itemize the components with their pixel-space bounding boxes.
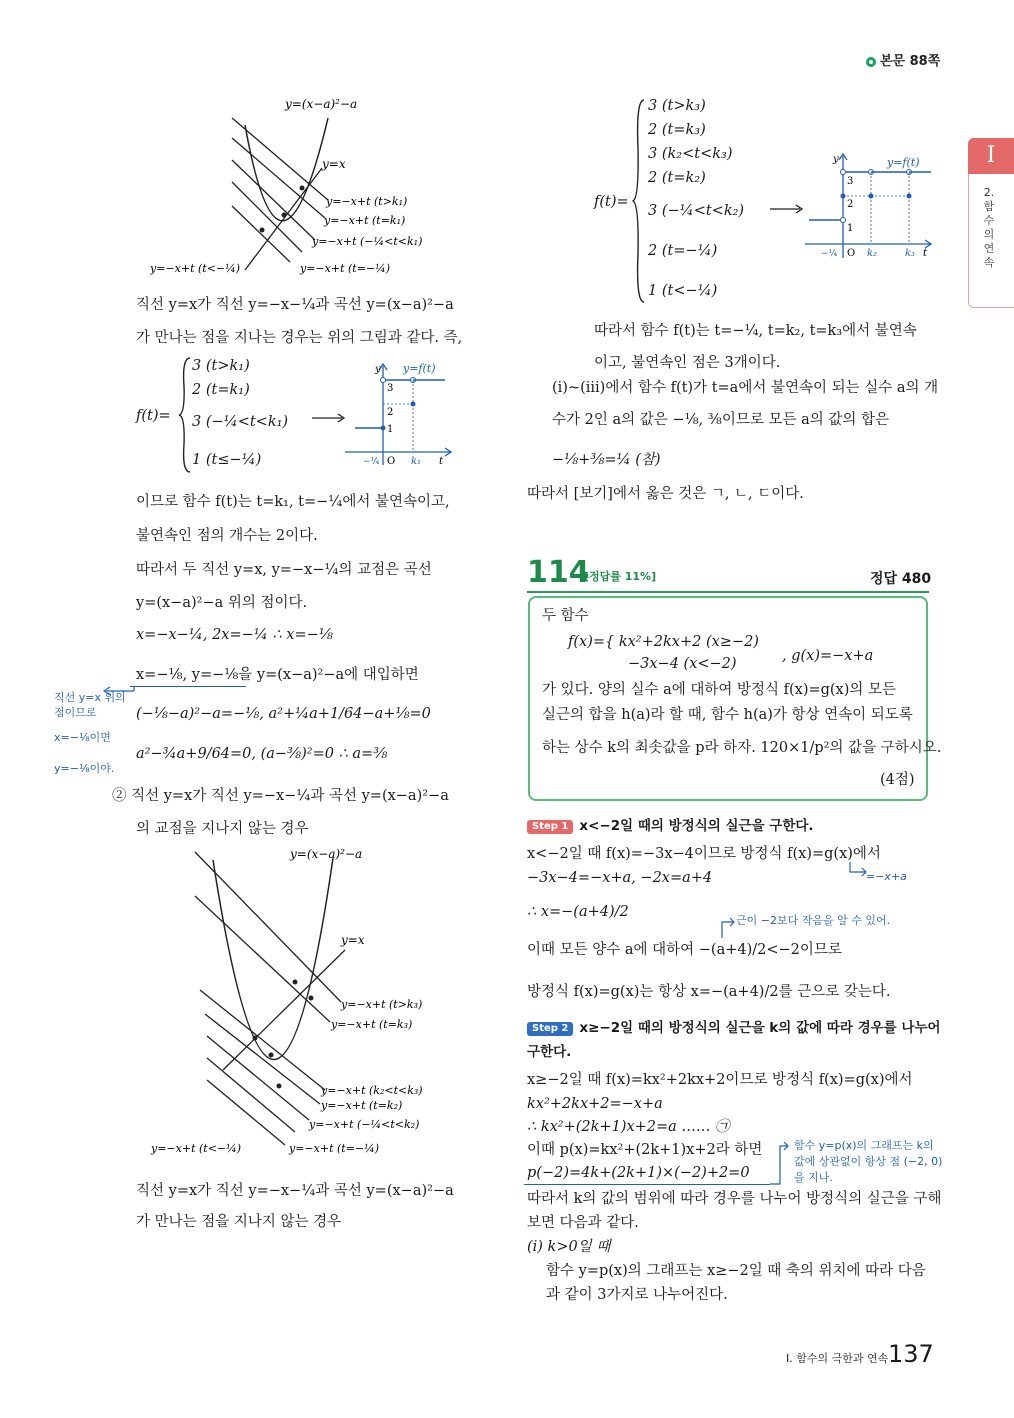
- arrow-bend-icon: [720, 916, 736, 938]
- graph2-k2: k₂: [867, 248, 878, 259]
- problem-text: 가 있다. 양의 실수 a에 대하여 방정식 f(x)=g(x)의 모든: [542, 682, 897, 698]
- chapter-roman: I: [968, 138, 1014, 174]
- right-text: 따라서 함수 f(t)는 t=−¼, t=k₂, t=k₃에서 불연속: [594, 323, 917, 339]
- left-text: ② 직선 y=x가 직선 y=−x−¼과 곡선 y=(x−a)²−a: [112, 788, 449, 804]
- right-text: 수가 2인 a의 값은 −⅛, ⅜이므로 모든 a의 값의 합은: [552, 412, 889, 428]
- graph1-v1: 1: [387, 424, 394, 435]
- left-text: 이므로 함수 f(t)는 t=k₁, t=−¼에서 불연속이고,: [136, 494, 450, 510]
- arrow-bend-icon: [848, 862, 868, 878]
- page-reference: 본문 88쪽: [866, 50, 940, 69]
- fig1-point: [282, 213, 287, 218]
- step2-text: 보면 다음과 같다.: [527, 1215, 639, 1231]
- right-text: 따라서 [보기]에서 옳은 것은 ㄱ, ㄴ, ㄷ이다.: [527, 486, 804, 502]
- graph1-k1: k₁: [411, 456, 422, 467]
- step2-text: 함수 y=p(x)의 그래프는 x≥−2일 때 축의 위치에 따라 다음: [546, 1263, 926, 1279]
- step1-text: 방정식 f(x)=g(x)는 항상 x=−(a+4)/2를 근으로 갖는다.: [527, 984, 891, 1000]
- underline: [130, 686, 246, 687]
- page-number: 137: [888, 1340, 934, 1368]
- step1-note: 근이 −2보다 작음을 알 수 있어.: [736, 914, 891, 927]
- left-text: 직선 y=x가 직선 y=−x−¼과 곡선 y=(x−a)²−a: [136, 1183, 454, 1199]
- margin-note: 점이므로: [54, 706, 97, 719]
- cases1-label: f(t)=: [136, 408, 171, 424]
- problem-text: −3x−4 (x<−2): [628, 656, 737, 672]
- left-text: 가 만나는 점을 지나지 않는 경우: [136, 1214, 342, 1230]
- graph2-v2: 2: [847, 199, 854, 210]
- problem-text: , g(x)=−x+a: [782, 648, 874, 664]
- step2-text: p(−2)=4k+(2k+1)×(−2)+2=0: [527, 1165, 750, 1181]
- step2-text: 이때 p(x)=kx²+(2k+1)x+2라 하면: [527, 1142, 763, 1158]
- graph1-neg-quarter: −¼: [363, 457, 380, 467]
- step2-badge: Step 2: [527, 1022, 573, 1036]
- graph2-origin: O: [847, 248, 856, 259]
- graph1-fname: y=f(t): [403, 362, 436, 375]
- fig2-label-l7: y=−x+t (t=−¼): [289, 1142, 380, 1155]
- left-text: x=−x−¼, 2x=−¼ ∴ x=−⅛: [136, 627, 333, 643]
- fig2-label-l6: y=−x+t (t<−¼): [151, 1142, 242, 1155]
- graph1-t: t: [439, 456, 444, 467]
- fig2-label-l2: y=−x+t (t=k₃): [331, 1018, 413, 1031]
- step2-text: ∴ kx²+(2k+1)x+2=a …… ㉠: [527, 1119, 730, 1135]
- fig1-label-l3: y=−x+t (−¼<t<k₁): [312, 235, 423, 248]
- step1-text: 이때 모든 양수 a에 대하여 −(a+4)/2<−2이므로: [527, 942, 842, 958]
- margin-note: y=−⅛이야.: [54, 762, 115, 775]
- case-row: 1 (t≤−¼): [192, 452, 262, 468]
- case-row: 2 (t=k₁): [192, 382, 250, 398]
- fig2-label-l4: y=−x+t (t=k₂): [321, 1099, 403, 1112]
- step1-heading: Step 1 x<−2일 때의 방정식의 실근을 구한다.: [527, 818, 814, 834]
- problem-text: 하는 상수 k의 최솟값을 p라 하자. 120×1/p²의 값을 구하시오.: [542, 740, 942, 756]
- brace-icon: [178, 356, 192, 474]
- step2-heading: Step 2 x≥−2일 때의 방정식의 실근을 k의 값에 따라 경우를 나누어: [527, 1020, 941, 1036]
- step1-text: −3x−4=−x+a, −2x=a+4: [527, 870, 713, 886]
- left-text: x=−⅛, y=−⅛을 y=(x−a)²−a에 대입하면: [136, 667, 419, 683]
- fig1-point: [300, 186, 305, 191]
- margin-note: x=−⅛이면: [54, 731, 111, 744]
- arrow-right-icon: [312, 412, 346, 424]
- case-row: 3 (−¼<t<k₁): [192, 414, 289, 430]
- graph2-v3: 3: [847, 176, 854, 187]
- problem-points: (4점): [880, 772, 915, 788]
- graph2-fname: y=f(t): [887, 156, 920, 169]
- arrow-right-icon: [770, 203, 804, 215]
- step2-note: 함수 y=p(x)의 그래프는 k의: [794, 1139, 934, 1152]
- case-row: 3 (t>k₁): [192, 358, 250, 374]
- step2-text: 따라서 k의 값의 범위에 따라 경우를 나누어 방정식의 실근을 구해: [527, 1191, 942, 1207]
- step2-text: kx²+2kx+2=−x+a: [527, 1096, 663, 1112]
- graph-f-t-1: [345, 360, 455, 470]
- answer-label: 정답 480: [870, 571, 932, 587]
- left-text: 의 교점을 지나지 않는 경우: [136, 821, 309, 837]
- step2-text: 과 같이 3가지로 나누어진다.: [546, 1287, 728, 1303]
- step2-text: (i) k>0일 때: [527, 1239, 611, 1255]
- underline: [524, 1184, 770, 1185]
- left-text: 직선 y=x가 직선 y=−x−¼과 곡선 y=(x−a)²−a: [136, 297, 454, 313]
- case-row: 2 (t=k₂): [648, 170, 706, 186]
- fig2-label-curve: y=(x−a)²−a: [290, 847, 363, 861]
- left-text: (−⅛−a)²−a=−⅛, a²+¼a+1/64−a+⅛=0: [136, 706, 431, 722]
- fig2-line-yx: [223, 950, 345, 1070]
- accuracy-rate: [정답률 11%]: [584, 570, 657, 583]
- left-text: y=(x−a)²−a 위의 점이다.: [136, 595, 308, 611]
- fig1-label-l4: y=−x+t (t<−¼): [150, 262, 241, 275]
- fig1-label-l2: y=−x+t (t=k₁): [324, 214, 406, 227]
- case-row: 3 (−¼<t<k₂): [648, 203, 745, 219]
- right-text: −⅛+⅜=¼ (참): [552, 452, 661, 468]
- graph1-v3: 3: [387, 383, 394, 394]
- chapter-label: 2. 함 수 의 연 속: [983, 186, 995, 269]
- case-row: 2 (t=−¼): [648, 243, 718, 259]
- fig1-line-5: [232, 206, 290, 262]
- step2-text: x≥−2일 때 f(x)=kx²+2kx+2이므로 방정식 f(x)=g(x)에서: [527, 1072, 913, 1088]
- cases2-label: f(t)=: [594, 194, 629, 210]
- graph2-ylabel: y: [833, 154, 839, 165]
- left-text: 따라서 두 직선 y=x, y=−x−¼의 교점은 곡선: [136, 562, 432, 578]
- arrow-bend-icon: [768, 1142, 790, 1186]
- step1-note: =−x+a: [866, 870, 907, 883]
- arrow-left-icon: [102, 684, 136, 698]
- fig2-label-yx: y=x: [341, 933, 365, 947]
- graph2-neg-quarter: −¼: [821, 249, 838, 259]
- left-text: a²−¾a+9/64=0, (a−⅜)²=0 ∴ a=⅜: [136, 746, 388, 762]
- fig1-label-yx: y=x: [322, 157, 346, 171]
- case-row: 3 (k₂<t<k₃): [648, 146, 733, 162]
- figure-parabola-lines-1: [150, 90, 470, 290]
- fig2-label-l3: y=−x+t (k₂<t<k₃): [321, 1084, 423, 1097]
- graph-f-t-2: [805, 150, 935, 268]
- fig1-point: [260, 228, 265, 233]
- problem-number: 114: [527, 555, 590, 590]
- figure-parabola-lines-2: [145, 840, 475, 1170]
- fig2-label-l5: y=−x+t (−¼<t<k₂): [309, 1118, 420, 1131]
- case-row: 3 (t>k₃): [648, 98, 706, 114]
- fig1-label-l1: y=−x+t (t>k₁): [326, 195, 408, 208]
- graph1-v2: 2: [387, 407, 394, 418]
- fig2-label-l1: y=−x+t (t>k₃): [341, 998, 423, 1011]
- graph2-t: t: [923, 248, 928, 259]
- case-row: 1 (t<−¼): [648, 283, 718, 299]
- graph2-v1: 1: [847, 223, 854, 234]
- divider: [527, 591, 929, 593]
- circle-icon: [866, 57, 876, 67]
- step1-badge: Step 1: [527, 820, 573, 834]
- step1-text: ∴ x=−(a+4)/2: [527, 904, 629, 920]
- graph1-origin: O: [387, 456, 396, 467]
- step2-note: 값에 상관없이 항상 점 (−2, 0): [794, 1155, 943, 1168]
- step2-heading-cont: 구한다.: [527, 1044, 572, 1060]
- brace-icon: [632, 98, 646, 304]
- fig1-label-l5: y=−x+t (t=−¼): [300, 262, 391, 275]
- right-text: 이고, 불연속인 점은 3개이다.: [594, 355, 781, 371]
- graph1-ylabel: y: [375, 364, 381, 375]
- problem-text: f(x)={ kx²+2kx+2 (x≥−2): [568, 634, 759, 650]
- fig1-line-1: [232, 118, 328, 200]
- right-text: (i)~(iii)에서 함수 f(t)가 t=a에서 불연속이 되는 실수 a의 개: [552, 380, 939, 396]
- left-text: 가 만나는 점을 지나는 경우는 위의 그림과 같다. 즉,: [136, 330, 463, 346]
- case-row: 2 (t=k₃): [648, 122, 706, 138]
- problem-text: 실근의 합을 h(a)라 할 때, 함수 h(a)가 항상 연속이 되도록: [542, 707, 913, 723]
- step2-note: 을 지나.: [794, 1171, 833, 1184]
- fig1-parabola: [245, 118, 328, 221]
- graph2-k3: k₃: [905, 248, 916, 259]
- step1-text: x<−2일 때 f(x)=−3x−4이므로 방정식 f(x)=g(x)에서: [527, 846, 881, 862]
- margin-note: 직선 y=x 위의: [54, 691, 126, 704]
- fig1-label-curve: y=(x−a)²−a: [285, 97, 358, 111]
- problem-text: 두 함수: [542, 608, 589, 624]
- left-text: 불연속인 점의 개수는 2이다.: [136, 528, 318, 544]
- footer-section-label: Ⅰ. 함수의 극한과 연속: [786, 1352, 889, 1365]
